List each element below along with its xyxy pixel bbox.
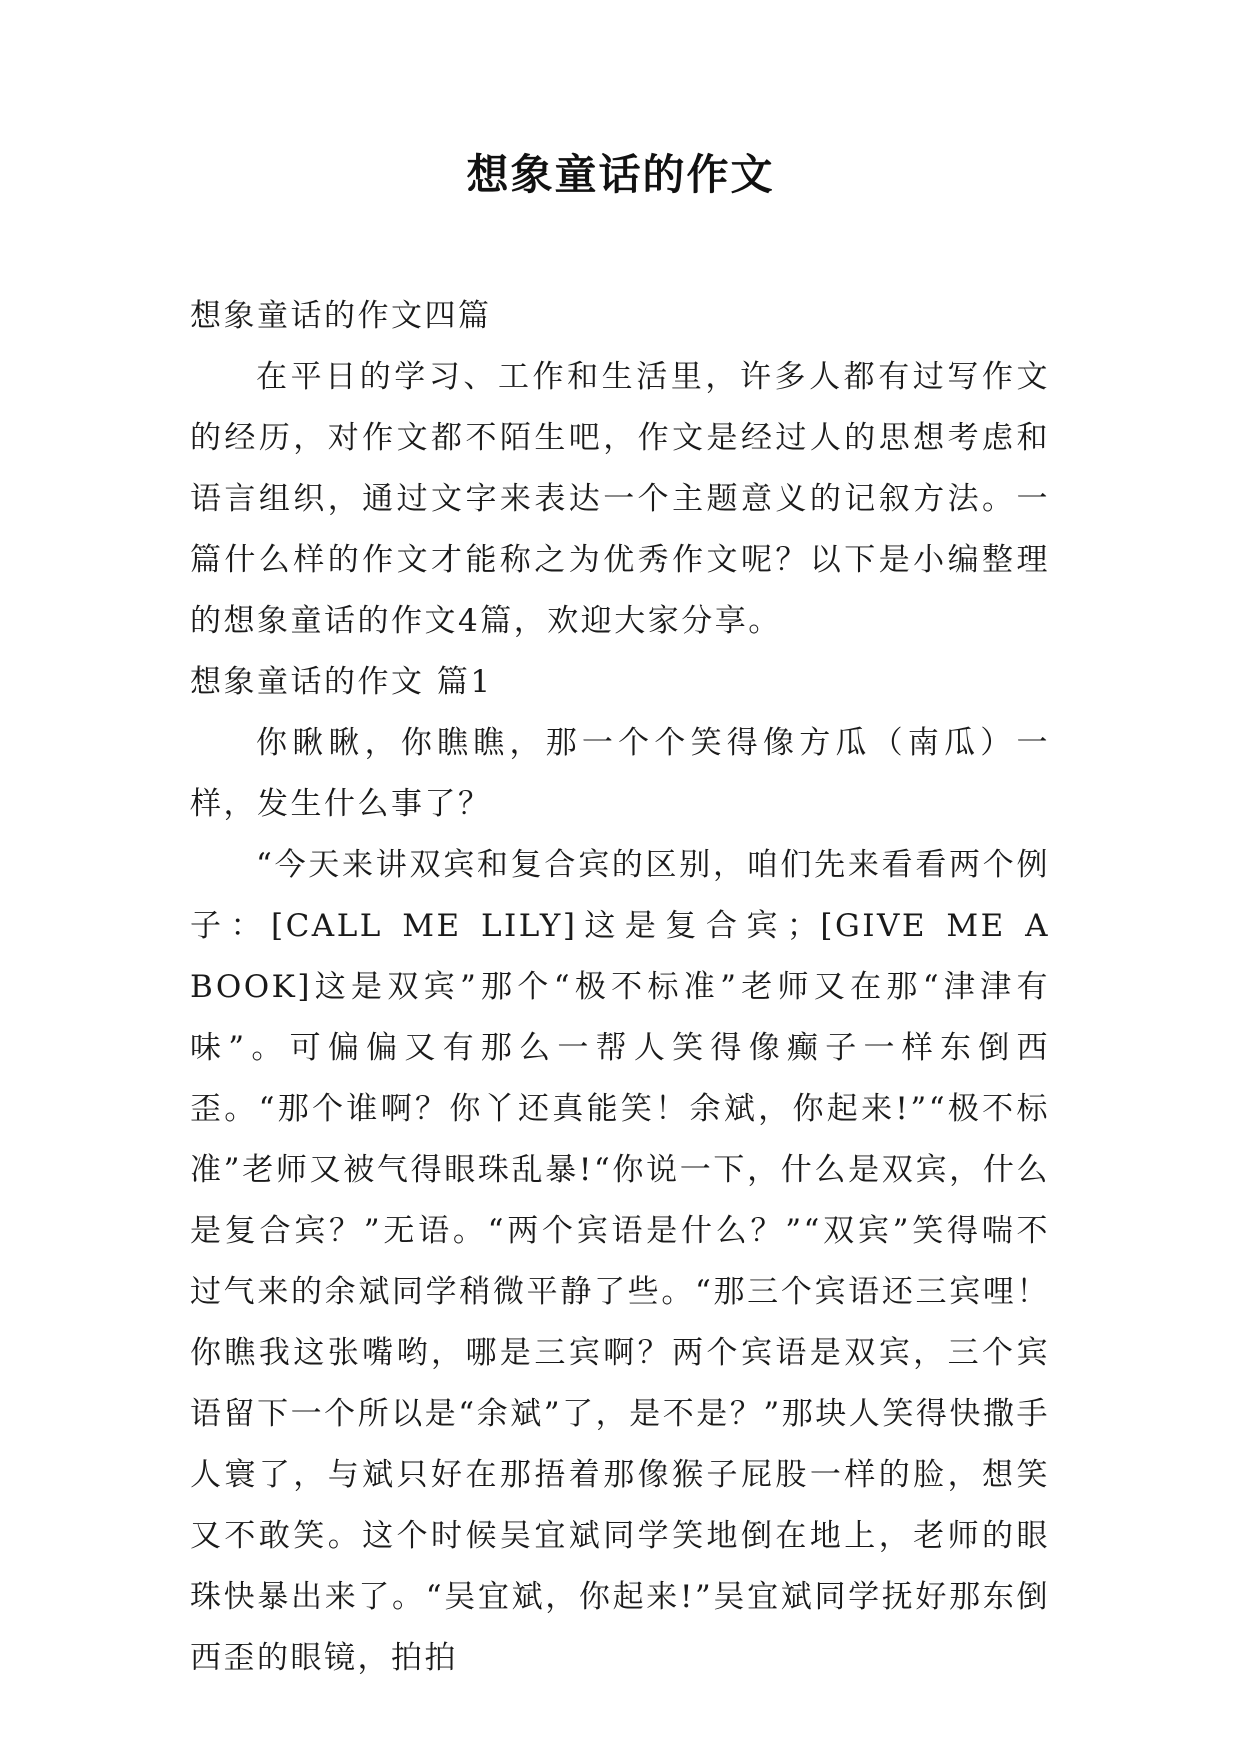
intro-paragraph: 在平日的学习、工作和生活里，许多人都有过写作文的经历，对作文都不陌生吧，作文是经过人的思想考虑和语言组织，通过文字来表达一个主题意义的记叙方法。一篇什么样的作文才能称之为优秀作文呢？以下是小编整理的想象童话的作文4篇，欢迎大家分享。: [190, 359, 1050, 639]
body-paragraph: 你瞅瞅，你瞧瞧，那一个个笑得像方瓜（南瓜）一样，发生什么事了？: [190, 725, 1050, 822]
document-body: [190, 286, 1050, 1689]
section-heading: 想象童话的作文四篇: [190, 298, 492, 334]
article-heading: 想象童话的作文 篇1: [190, 664, 493, 700]
document-title: 想象童话的作文: [466, 150, 775, 199]
body-paragraph: “今天来讲双宾和复合宾的区别，咱们先来看看两个例子：[CALL ME LILY]这是复合宾；[GIVE ME A BOOK]这是双宾”那个“极不标准”老师又在那“津津有味”。可偏偏又有那么一帮人笑得像癫子一样东倒西歪。“那个谁啊？你丫还真能笑！余斌，你起来!”“极不标准”老师又被气得眼珠乱暴!“你说一下，什么是双宾，什么是复合宾？”无语。“两个宾语是什么？”“双宾”笑得喘不过气来的余斌同学稍微平静了些。“那三个宾语还三宾哩！你瞧我这张嘴哟，哪是三宾啊？两个宾语是双宾，三个宾语留下一个所以是“余斌”了，是不是？”那块人笑得快撒手人寰了，与斌只好在那捂着那像猴子屁股一样的脸，想笑又不敢笑。这个时候吴宜斌同学笑地倒在地上，老师的眼珠快暴出来了。“吴宜斌，你起来!”吴宜斌同学抚好那东倒西歪的眼镜，拍拍: [190, 847, 1050, 1676]
